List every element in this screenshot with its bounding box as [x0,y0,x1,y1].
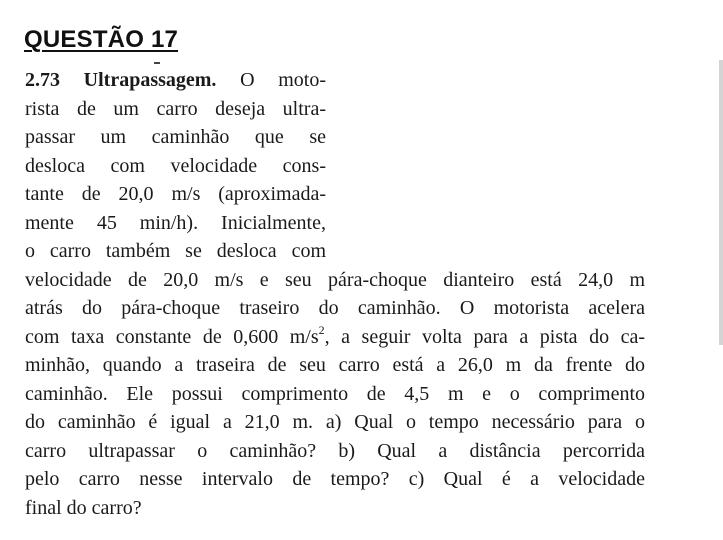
problem-text [25,66,655,522]
question-heading: QUESTÃO 17 [24,26,179,53]
problem-line-7: o carro também se desloca com [25,240,326,262]
problem-line-1 [25,66,326,95]
problem-line-4: desloca com velocidade cons- [25,154,326,177]
problem-line-6: mente 45 min/h). Inicialmente, [25,211,326,234]
problem-line-11: minhão, quando a traseira de seu carro está a 26,0 m da frente do [25,354,645,376]
problem-line-8: velocidade de 20,0 m/s e seu pára-choque dianteiro está 24,0 m [25,268,645,291]
problem-line-13: do caminhão é igual a 21,0 m. a) Qual o tempo necessário para o [25,411,645,433]
problem-line-12: caminhão. Ele possui comprimento de 4,5 m e o comprimento [25,382,645,405]
scrollbar[interactable] [719,60,723,345]
problem-line-14: carro ultrapassar o caminhão? b) Qual a distância percorrida [25,439,645,462]
problem-line-15: pelo carro nesse intervalo de tempo? c) Qual é a velocidade [25,468,645,490]
line-text: O moto- [240,69,326,91]
problem-line-10 [25,323,645,352]
problem-line-2: rista de um carro deseja ultra- [25,97,326,120]
superscript-exponent: 2 [318,322,325,337]
scan-artifact [154,62,160,64]
problem-line-5: tante de 20,0 m/s (aproximada- [25,183,326,205]
problem-line-9: atrás do pára-choque traseiro do caminhão. O motorista acelera [25,297,645,319]
problem-line-3: passar um caminhão que se [25,126,326,148]
problem-number: 2.73 [25,69,60,91]
problem-title: Ultrapassagem. [83,69,217,91]
line-text: com taxa constante de 0,600 m/s [25,325,319,348]
problem-line-16: final do carro? [25,496,142,519]
line-text: , a seguir volta para a pista do ca- [324,325,645,348]
